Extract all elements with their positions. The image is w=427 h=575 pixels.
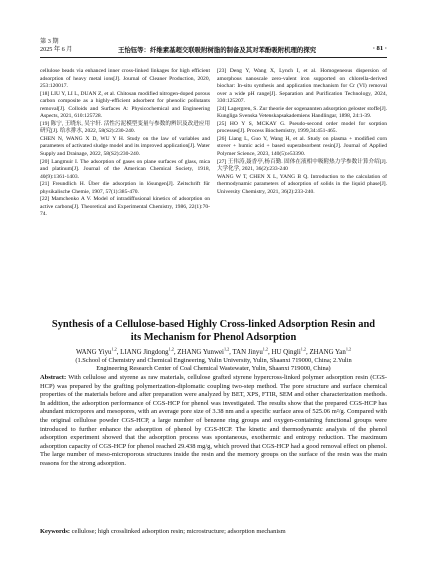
author-name: LIANG Jingdong xyxy=(120,349,169,356)
reference-entry: WANG W T, CHEN X L, YANG B Q. Introduction to the calculation of thermodynamic parameters of adsorption of solids in the liquid phase[J]. University Chemistry, 2021, 36(2):233-240. xyxy=(217,173,387,195)
abstract-text: With cellulose and styrene as raw materials, cellulose grafted styrene hypercross-linked polymer adsorption resin (CGS-HCP) was prepared by the grafting polymerization-diplomatic coupling two-step method. The pore structure and surface chemical properties of the materials before and after preparation were analyzed by BET, XPS, FTIR, SEM and other characterization methods. In addition, the adsorption performance of CGS-HCP for phenol was investigated. The results show that the prepared CGS-HCP has abundant micropores and mesopores, with an average pore size of 3.38 nm and a specific surface area of 525.06 m²/g. Compared with the original cellulose powder CGS-HCP, a large number of benzene ring groups and oxygen-containing functional groups were introduced to further enhance the adsorption of phenol by CGS-HCP. The kinetic and thermodynamic analysis of the phenol adsorption experiment showed that the adsorption process was spontaneous, exothermic and entropy reduction. The maximum adsorption capacity of CGS-HCP for phenol reached 29.438 mg/g, which proved that CGS-HCP had a good removal effect on phenol. The large number of meso-microporous structures inside the resin and the memory groups on the surface of the resin was the main reasons for the strong adsorption. xyxy=(40,374,388,467)
reference-entry: [27] 王伟涛,聂香亭,杨百勤. 固体在液相中吸附热力学参数计算介绍[J]. 大学化学, 2021, 36(2):233-240 xyxy=(217,158,387,173)
header-rule xyxy=(40,57,387,58)
article-title xyxy=(30,318,397,344)
abstract-label: Abstract: xyxy=(40,374,67,381)
running-title: 王怡钰等：纤维素基超交联吸附树脂的制备及其对苯酚吸附机理的探究 xyxy=(118,47,317,54)
author-name: ZHANG Yunwei xyxy=(177,349,224,356)
reference-entry: [26] Liang L, Guo Y, Wang H, et al. Study on plasma + modified corn stover + humic acid + based superabsorbent resin[J]. Journal of Applied Polymer Science, 2023, 140(5):e53390. xyxy=(217,135,387,158)
author-affiliation-mark: 1,2 xyxy=(300,346,306,352)
references-right-column xyxy=(217,68,387,196)
author-affiliation-mark: 1,2 xyxy=(111,346,117,352)
issue-date: 2025 年 6 月 xyxy=(40,46,73,53)
author-name: TAN Jinyu xyxy=(232,349,263,356)
reference-entry: cellulose beads via enhanced inner cross-linked linkages for high efficient adsorption of heavy metal ions[J]. Journal of Cleaner Production, 2020, 253:120017. xyxy=(40,68,210,90)
reference-entry: [22] Mamchenko A V. Model of intradiffusional kinetics of adsorption on active carbons[J]. Theoretical and Experimental Chemistry, 1986, 22(1):70-74. xyxy=(40,196,210,218)
article-title-line: its Mechanism for Phenol Adsorption xyxy=(130,332,297,343)
reference-entry: [25] HO Y S, MCKAY G. Pseudo-second order model for sorption processes[J]. Process Biochemistry, 1999,34:451-465. xyxy=(217,120,387,135)
issue-info xyxy=(40,38,72,54)
author-affiliation-mark: 1,2 xyxy=(262,346,268,352)
keywords-label: Keywords: xyxy=(40,528,71,535)
reference-entry: [18] LIU Y, LI L, DUAN Z, et al. Chitosan modified nitrogen-doped porous carbon composite as a highly-efficient adsorbent for phenolic pollutants removal[J]. Colloids and Surfaces A: Physicochemical and Engineering Aspects, 2021, 610:125728. xyxy=(40,90,210,120)
author-affiliation-mark: 1,2 xyxy=(168,346,174,352)
reference-entry: CHEN N, WANG X D, WU Y H. Study on the law of variables and parameters of activated sludge model and its improved application[J]. Water Supply and Drainage, 2022, 58(S2):230-240. xyxy=(40,135,210,158)
abstract xyxy=(40,374,387,469)
article-title-line: Synthesis of a Cellulose-based Highly Cross-linked Adsorption Resin and xyxy=(51,319,376,330)
reference-entry: [24] Lagergren, S. Zur theorie der sogenannten adsorption geloster stoffe[J]. Kungliga Svenska Vetenskapsakademiens Handlingar, 1898, 24:1-39. xyxy=(217,105,387,120)
keywords-text: cellulose; high crosslinked adsorption resin; microstructure; adsorption mechanism xyxy=(71,528,286,535)
affiliation-line: Engineering Research Center of Coal Chemical Wastewater, Yulin, Shaanxi 719000, China) xyxy=(96,365,331,373)
reference-entry: [19] 陈宁, 王晓东, 吴宇轩. 活性污泥模型变量与参数的辨识及改进应用研究[J]. 给水排水, 2022, 58(S2):230-240. xyxy=(40,120,210,135)
page-header xyxy=(40,38,387,62)
author-name: WANG Yiyu xyxy=(75,349,112,356)
author-affiliation-mark: 1,2 xyxy=(223,346,230,352)
affiliation-line: (1.School of Chemistry and Chemical Engineering, Yulin University, Yulin, Shaanxi 719000, China; 2.Yulin xyxy=(75,357,352,364)
author-affiliation-mark: 1,2 xyxy=(345,346,352,352)
reference-entry: [20] Langmuir I. The adsorption of gases on plane surfaces of glass, mica and platinum[J]. Journal of the American Chemical Society, 1918, 40(9):1361-1403. xyxy=(40,158,210,180)
reference-entry: [21] Freundlich H. Über die adsorption in lösungen[J]. Zeitschrift für physikalische Chemie, 1907, 57(1):385-470. xyxy=(40,181,210,195)
page-number: · 81 · xyxy=(372,45,387,52)
issue-volume: 第 3 期 xyxy=(40,38,59,45)
author-name: ZHANG Yan xyxy=(309,349,346,356)
references-section xyxy=(40,68,387,286)
author-name: HU Qingli xyxy=(271,349,301,356)
affiliations xyxy=(40,357,387,374)
reference-entry: [23] Deng Y, Wang X, Lynch I, et al. Homogeneous dispersion of amorphous nanoscale zero-valent iron supported on chlorella-derived biochar: In-situ synthesis and application mechanism for Cr (VI) removal over a wide pH range[J]. Separation and Purification Technology, 2024, 330:125207. xyxy=(217,68,387,105)
author-list: WANG Yiyu$^{1,2}$, LIANG Jingdong$^{1,2}$, ZHANG Yunwei$^{1,2}$, TAN Jinyu$^{1,2}$, HU Qingli$^{1,2}$, ZHANG Yan$^{1,2}$ xyxy=(75,346,352,356)
references-left-column xyxy=(40,68,210,219)
keywords xyxy=(40,528,387,537)
